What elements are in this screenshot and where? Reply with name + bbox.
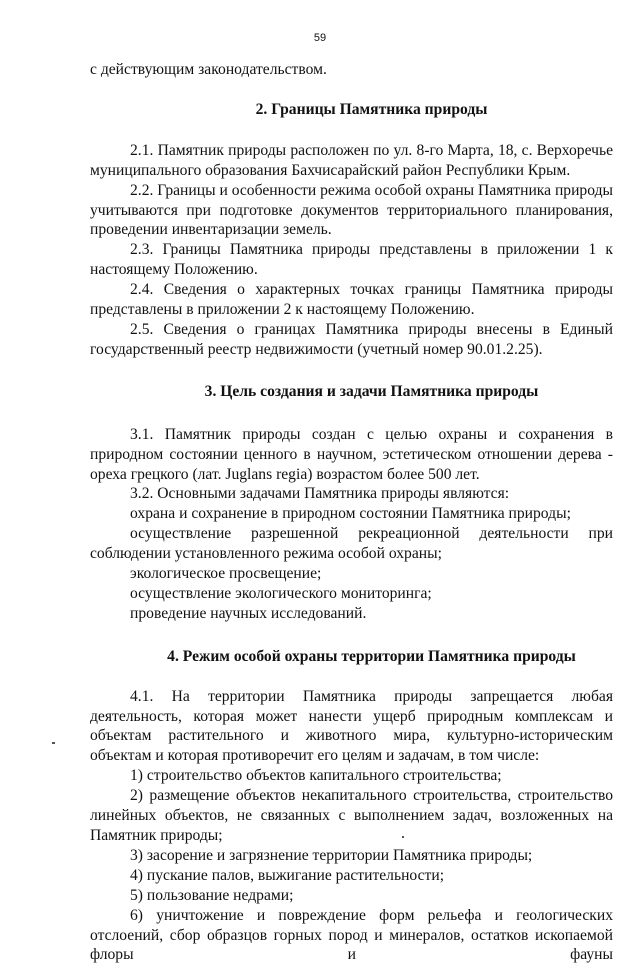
page-number: 59: [313, 32, 327, 44]
prohibition-item: 5) пользование недрами;: [130, 886, 294, 904]
section-3-heading: 3. Цель создания и задачи Памятника природы: [204, 382, 539, 400]
prohibition-item: 2) размещение объектов некапитального строительства, строительство линейных объектов, не связанных с выполнением задач, возложенных на Памятник природы;: [90, 787, 613, 844]
prohibition-item: 6) уничтожение и повреждение форм рельефа и геологических отслоений, сбор образцов горных пород и минералов, остатков ископаемой флоры и фауны: [90, 906, 613, 964]
paragraph-2-1: 2.1. Памятник природы расположен по ул. 8-го Марта, 18, с. Верхоречье муниципального образования Бахчисарайский район Республики Крым.: [90, 141, 613, 179]
intro-text: с действующим законодательством.: [90, 61, 327, 78]
paragraph-3-2: 3.2. Основными задачами Памятника природы являются:: [130, 485, 510, 503]
prohibition-item: 4) пускание палов, выжигание растительности;: [130, 866, 445, 884]
section-2-heading: 2. Границы Памятника природы: [255, 100, 488, 118]
task-item: осуществление экологического мониторинга;: [130, 584, 432, 602]
paragraph-2-2: 2.2. Границы и особенности режима особой охраны Памятника природы учитываются при подготовке документов территориального планирования, проведении инвентаризации земель.: [90, 181, 613, 239]
paragraph-2-4: 2.4. Сведения о характерных точках границы Памятника природы представлены в приложении 2 к настоящему Положению.: [90, 281, 613, 319]
paragraph-2-5: 2.5. Сведения о границах Памятника природы внесены в Единый государственный реестр недвижимости (учетный номер 90.01.2.25).: [90, 320, 613, 358]
scan-speck: [402, 836, 404, 838]
task-item: осуществление разрешенной рекреационной деятельности при соблюдении установленного режима особой охраны;: [90, 525, 613, 563]
task-item: экологическое просвещение;: [130, 565, 322, 583]
scan-speck: [52, 742, 55, 744]
paragraph-4-1: 4.1. На территории Памятника природы запрещается любая деятельность, которая может нанести ущерб природным комплексам и объектам растительного и животного мира, культурно-историческим объектам и которая противоречит его целям и задачам, в том числе:: [90, 687, 613, 765]
paragraph-3-1: 3.1. Памятник природы создан с целью охраны и сохранения в природном состоянии ценного в научном, эстетическом отношении дерева - ореха грецкого (лат. Juglans regia) возрастом более 500 лет.: [90, 425, 613, 483]
task-item: проведение научных исследований.: [130, 604, 367, 622]
task-item: охрана и сохранение в природном состоянии Памятника природы;: [130, 505, 571, 523]
prohibition-item: 3) засорение и загрязнение территории Памятника природы;: [130, 846, 533, 864]
paragraph-2-3: 2.3. Границы Памятника природы представлены в приложении 1 к настоящему Положению.: [90, 241, 613, 279]
section-4-heading: 4. Режим особой охраны территории Памятника природы: [167, 647, 576, 665]
document-body: [90, 60, 613, 965]
prohibition-item: 1) строительство объектов капитального строительства;: [130, 767, 502, 785]
